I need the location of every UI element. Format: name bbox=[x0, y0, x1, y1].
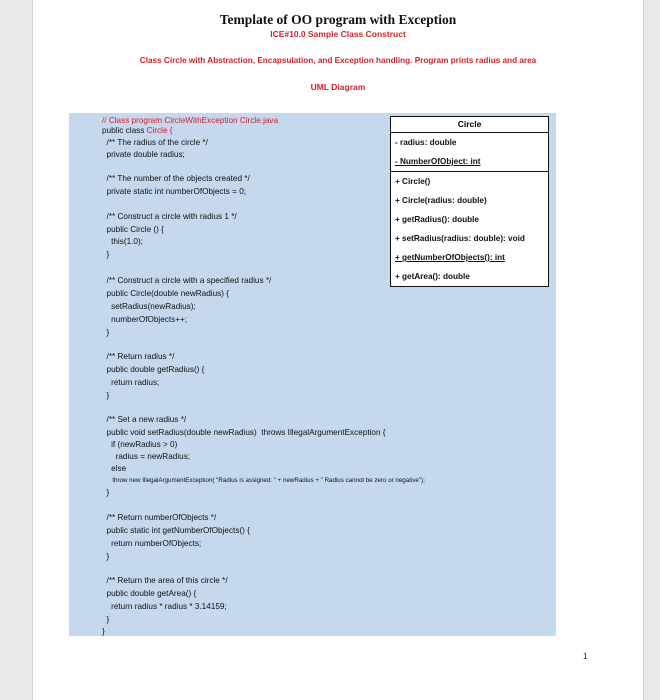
code-line bbox=[102, 126, 173, 136]
code-line: return radius; bbox=[102, 378, 160, 387]
code-line: } bbox=[102, 391, 110, 400]
code-line: radius = newRadius; bbox=[102, 452, 191, 461]
code-line: numberOfObjects++; bbox=[102, 315, 188, 324]
code-line: public Circle () { bbox=[102, 225, 164, 234]
code-comment-header bbox=[102, 116, 278, 126]
uml-attributes bbox=[391, 133, 548, 172]
code-line: /** Return the area of this circle */ bbox=[102, 576, 228, 585]
code-line: public double getRadius() { bbox=[102, 365, 205, 374]
code-line: public double getArea() { bbox=[102, 589, 197, 598]
code-line: /** The number of the objects created */ bbox=[102, 174, 250, 183]
code-line: } bbox=[102, 328, 110, 337]
uml-attribute-static: - NumberOfObject: int bbox=[395, 157, 481, 166]
code-line: /** Return radius */ bbox=[102, 352, 175, 361]
code-line: /** Set a new radius */ bbox=[102, 415, 187, 424]
code-line: throw new IllegalArgumentException( "Radius is assigned: " + newRadius + " Radius cannot be zero or negative"); bbox=[102, 477, 425, 484]
code-line: if (newRadius > 0) bbox=[102, 440, 178, 449]
uml-method: + getArea(): double bbox=[395, 272, 470, 281]
code-line: else bbox=[102, 464, 127, 473]
code-line: /** Construct a circle with a specified radius */ bbox=[102, 276, 272, 285]
code-line: /** Construct a circle with radius 1 */ bbox=[102, 212, 237, 221]
document-title: Template of OO program with Exception bbox=[219, 12, 457, 27]
uml-attribute: - radius: double bbox=[395, 138, 457, 147]
code-line: } bbox=[102, 250, 110, 259]
code-line: private double radius; bbox=[102, 150, 185, 159]
code-keywords: public class bbox=[102, 126, 147, 135]
code-line: public Circle(double newRadius) { bbox=[102, 289, 229, 298]
code-line: private static int numberOfObjects = 0; bbox=[102, 187, 247, 196]
code-header-text: // Class program CircleWithException Circle.java bbox=[102, 116, 279, 125]
document-subtitle: ICE#10.0 Sample Class Construct bbox=[270, 29, 406, 39]
uml-methods bbox=[391, 172, 548, 286]
code-line: setRadius(newRadius); bbox=[102, 302, 196, 311]
code-class-name: Circle { bbox=[146, 126, 173, 135]
code-line: } bbox=[102, 552, 110, 561]
uml-method: + setRadius(radius: double): void bbox=[395, 234, 525, 243]
code-line: public void setRadius(double newRadius) throws IllegalArgumentException { bbox=[102, 428, 386, 437]
code-line: return numberOfObjects; bbox=[102, 539, 202, 548]
uml-heading: UML Diagram bbox=[310, 82, 366, 92]
code-line: } bbox=[102, 615, 110, 624]
code-line: /** The radius of the circle */ bbox=[102, 138, 208, 147]
code-line: public static int getNumberOfObjects() { bbox=[102, 526, 250, 535]
code-line: } bbox=[102, 627, 105, 636]
uml-method: + Circle() bbox=[395, 177, 431, 186]
page-number: 1 bbox=[583, 652, 588, 661]
uml-method: + getRadius(): double bbox=[395, 215, 479, 224]
code-line: return radius * radius * 3.14159; bbox=[102, 602, 227, 611]
code-line: } bbox=[102, 488, 110, 497]
program-description: Class Circle with Abstraction, Encapsulation, and Exception handling. Program prints radius and area bbox=[139, 56, 537, 65]
uml-class-name: Circle bbox=[391, 117, 548, 133]
uml-method-static: + getNumberOfObjects(): int bbox=[395, 253, 505, 262]
code-line: this(1.0); bbox=[102, 237, 143, 246]
code-line: /** Return numberOfObjects */ bbox=[102, 513, 217, 522]
uml-class-diagram bbox=[390, 116, 549, 287]
uml-method: + Circle(radius: double) bbox=[395, 196, 487, 205]
